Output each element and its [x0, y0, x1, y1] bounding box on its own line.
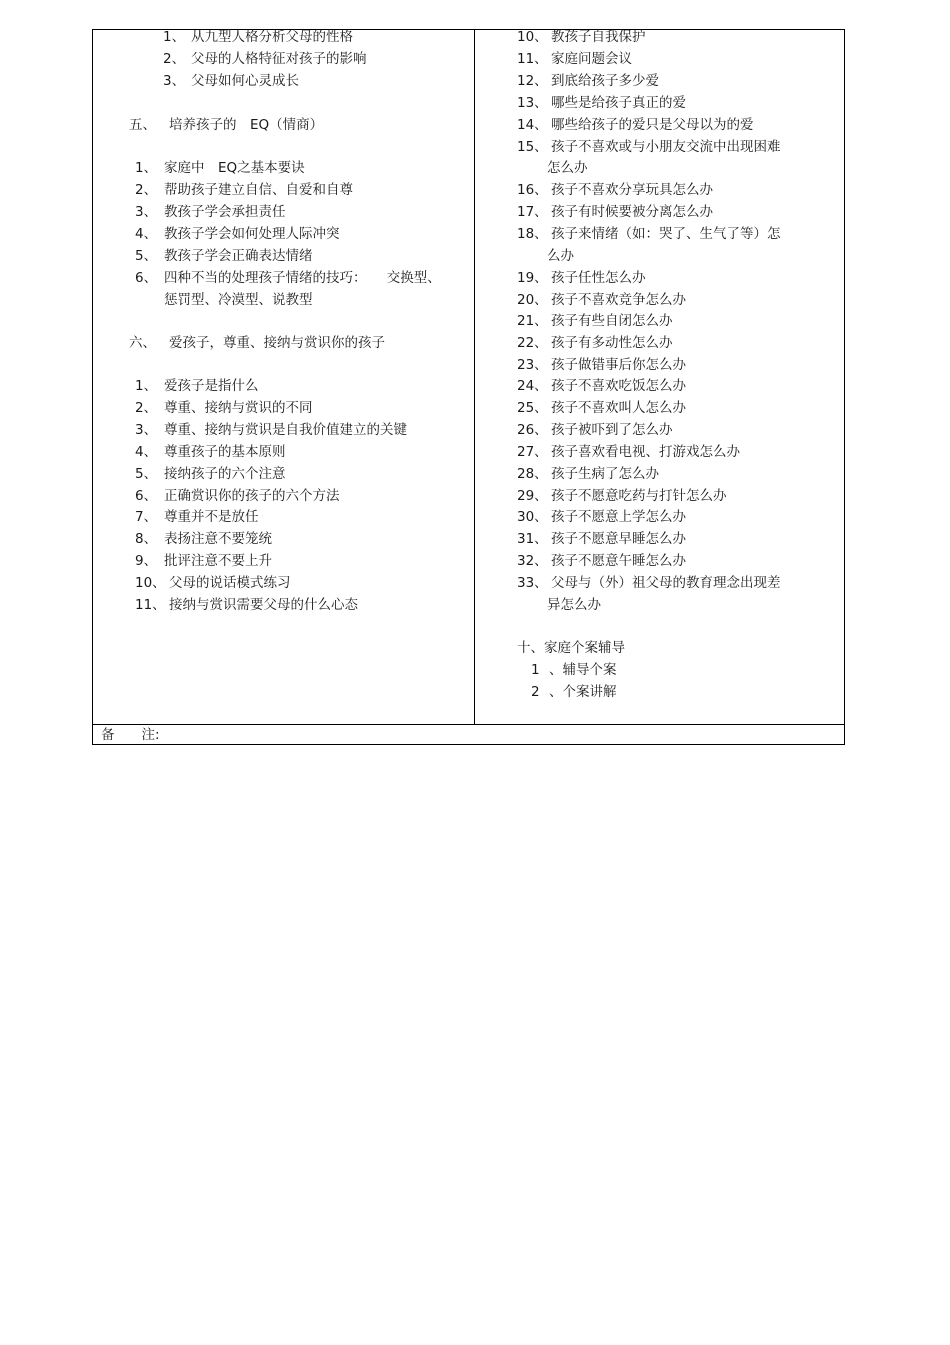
list-item: 1 、辅导个案 [531, 662, 617, 678]
list-item: 16、 孩子不喜欢分享玩具怎么办 [517, 182, 713, 198]
list-item: 5、 接纳孩子的六个注意 [135, 466, 286, 482]
list-item: 22、 孩子有多动性怎么办 [517, 335, 673, 351]
list-item: 3、 教孩子学会承担责任 [135, 204, 286, 220]
list-item: 19、 孩子任性怎么办 [517, 270, 646, 286]
list-item: 10、 教孩子自我保护 [517, 29, 646, 45]
list-item: 20、 孩子不喜欢竞争怎么办 [517, 292, 686, 308]
list-item: 23、 孩子做错事后你怎么办 [517, 357, 686, 373]
list-item: 5、 教孩子学会正确表达情绪 [135, 248, 313, 264]
list-item: 9、 批评注意不要上升 [135, 553, 272, 569]
section-heading-six: 六、 爱孩子，尊重、接纳与赏识你的孩子 [129, 335, 385, 351]
notes-label: 备 注: [101, 727, 160, 743]
list-item: 21、 孩子有些自闭怎么办 [517, 313, 673, 329]
list-item: 28、 孩子生病了怎么办 [517, 466, 659, 482]
list-item: 2、 父母的人格特征对孩子的影响 [163, 51, 367, 67]
list-item-continuation: 惩罚型、冷漠型、说教型 [164, 292, 313, 308]
list-item: 33、 父母与（外）祖父母的教育理念出现差 [517, 575, 781, 591]
list-item: 17、 孩子有时候要被分离怎么办 [517, 204, 713, 220]
list-item: 3、 尊重、接纳与赏识是自我价值建立的关键 [135, 422, 407, 438]
list-item: 1、 从九型人格分析父母的性格 [163, 29, 353, 45]
list-item: 26、 孩子被吓到了怎么办 [517, 422, 673, 438]
list-item: 1、 家庭中 EQ之基本要诀 [135, 160, 305, 176]
list-item: 7、 尊重并不是放任 [135, 509, 259, 525]
list-item: 24、 孩子不喜欢吃饭怎么办 [517, 378, 686, 394]
list-item: 12、 到底给孩子多少爱 [517, 73, 659, 89]
list-item: 31、 孩子不愿意早睡怎么办 [517, 531, 686, 547]
list-item: 1、 爱孩子是指什么 [135, 378, 259, 394]
list-item: 2 、个案讲解 [531, 684, 617, 700]
list-item: 32、 孩子不愿意午睡怎么办 [517, 553, 686, 569]
list-item-continuation: 怎么办 [547, 160, 588, 176]
list-item-continuation: 异怎么办 [547, 597, 601, 613]
list-item: 11、 接纳与赏识需要父母的什么心态 [135, 597, 358, 613]
list-item: 18、 孩子来情绪（如：哭了、生气了等）怎 [517, 226, 781, 242]
list-item: 2、 尊重、接纳与赏识的不同 [135, 400, 313, 416]
list-item: 4、 尊重孩子的基本原则 [135, 444, 286, 460]
left-column [93, 30, 474, 724]
list-item: 6、 正确赏识你的孩子的六个方法 [135, 488, 340, 504]
list-item: 30、 孩子不愿意上学怎么办 [517, 509, 686, 525]
list-item: 6、 四种不当的处理孩子情绪的技巧： 交换型、 [135, 270, 441, 286]
list-item-continuation: 么办 [547, 248, 574, 264]
list-item: 2、 帮助孩子建立自信、自爱和自尊 [135, 182, 353, 198]
list-item: 29、 孩子不愿意吃药与打针怎么办 [517, 488, 727, 504]
list-item: 25、 孩子不喜欢叫人怎么办 [517, 400, 686, 416]
right-column [475, 30, 845, 724]
list-item: 27、 孩子喜欢看电视、打游戏怎么办 [517, 444, 740, 460]
notes-divider [93, 724, 844, 725]
list-item: 8、 表扬注意不要笼统 [135, 531, 272, 547]
section-heading-five: 五、 培养孩子的 EQ（情商） [129, 117, 324, 133]
section-heading-ten: 十、家庭个案辅导 [517, 640, 625, 656]
list-item: 13、 哪些是给孩子真正的爱 [517, 95, 686, 111]
list-item: 14、 哪些给孩子的爱只是父母以为的爱 [517, 117, 754, 133]
list-item: 10、 父母的说话模式练习 [135, 575, 291, 591]
list-item: 11、 家庭问题会议 [517, 51, 632, 67]
list-item: 15、 孩子不喜欢或与小朋友交流中出现困难 [517, 139, 781, 155]
list-item: 4、 教孩子学会如何处理人际冲突 [135, 226, 340, 242]
list-item: 3、 父母如何心灵成长 [163, 73, 299, 89]
outline-table [92, 29, 845, 745]
